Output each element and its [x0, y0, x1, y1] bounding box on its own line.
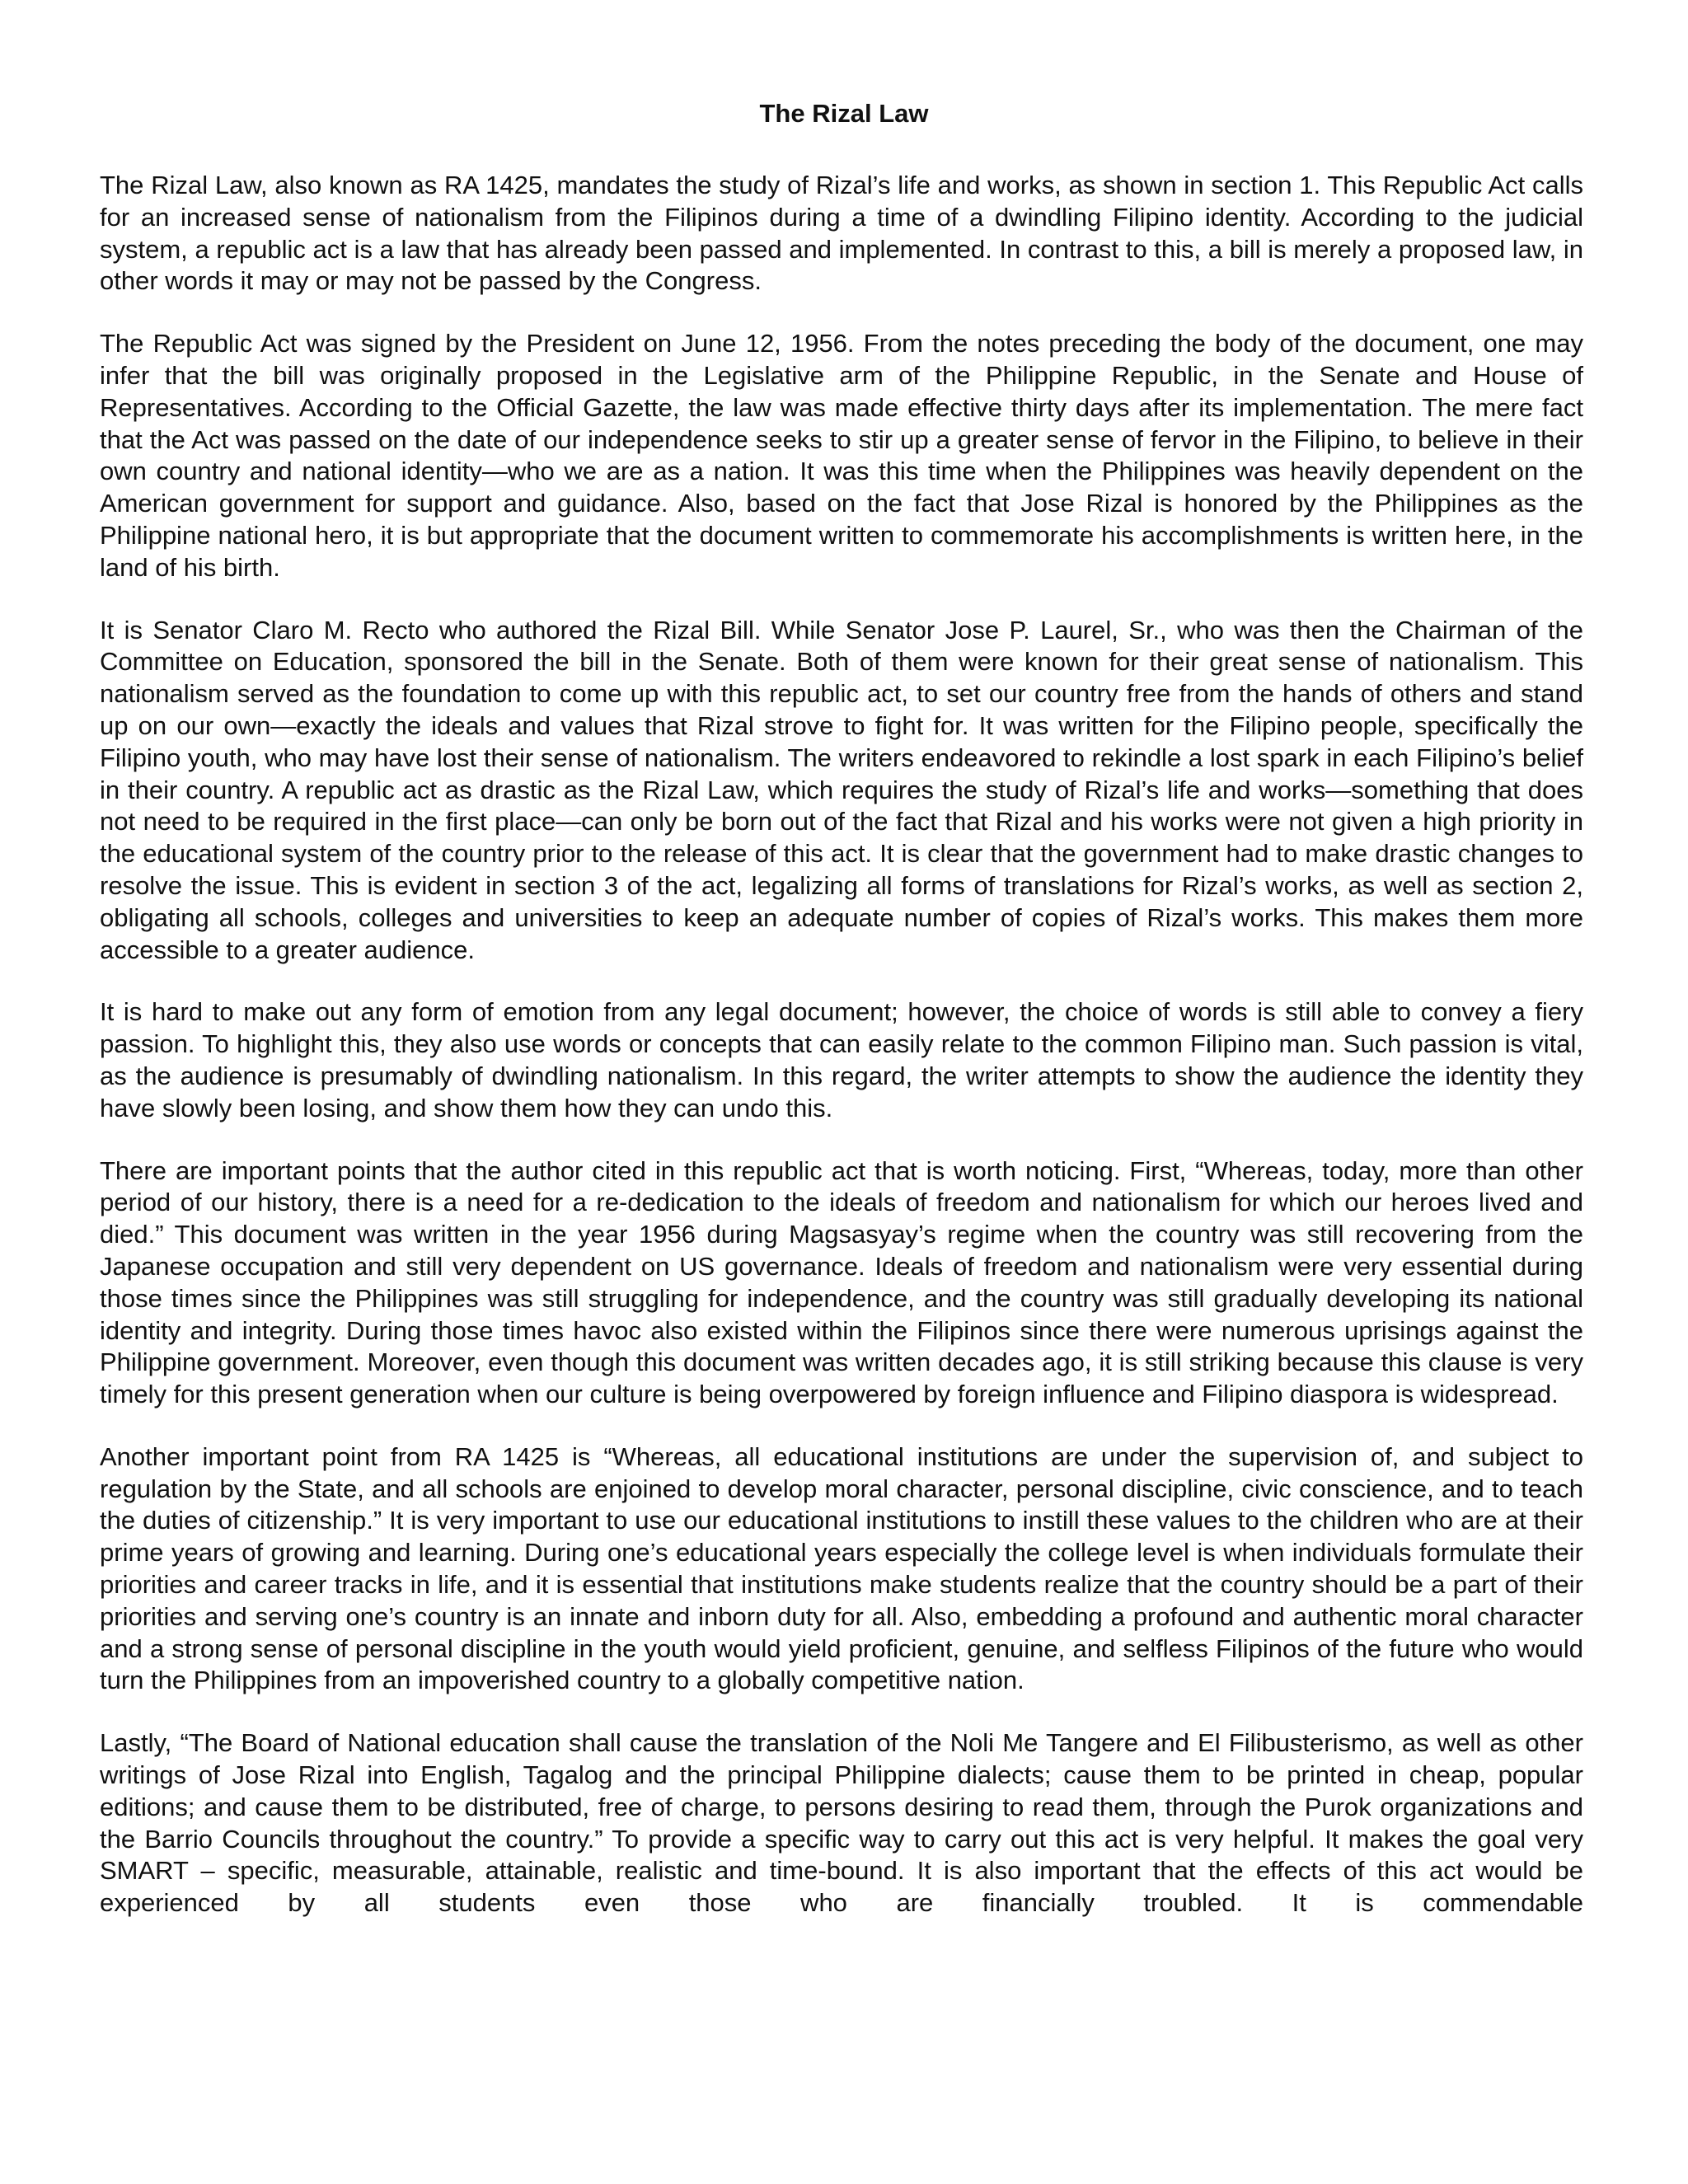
paragraph-5: There are important points that the author cited in this republic act that is worth noticing. First, “Whereas, today, more than other period of our history, there is a need for a re-dedication to the ideals of freedom and nationalism for which our heroes lived and died.” This document was written in the year 1956 during Magsasyay’s regime when the country was still recovering from the Japanese occupation and still very dependent on US governance. Ideals of freedom and nationalism were very essential during those times since the Philippines was still struggling for independence, and the country was still gradually developing its national identity and integrity. During those times havoc also existed within the Filipinos since there were numerous uprisings against the Philippine government. Moreover, even though this document was written decades ago, it is still striking because this clause is very timely for this present generation when our culture is being overpowered by foreign influence and Filipino diaspora is widespread.: [100, 1155, 1583, 1409]
document-title: The Rizal Law: [759, 99, 929, 128]
paragraph-7: Lastly, “The Board of National education shall cause the translation of the Noli Me Tangere and El Filibusterismo, as well as other writings of Jose Rizal into English, Tagalog and the principal Philippine dialects; cause them to be printed in cheap, popular editions; and cause them to be distributed, free of charge, to persons desiring to read them, through the Purok organizations and the Barrio Councils throughout the country.” To provide a specific way to carry out this act is very helpful. It makes the goal very SMART – specific, measurable, attainable, realistic and time-bound. It is also important that the effects of this act would be experienced by all students even those who are financially troubled. It is commendable: [100, 1728, 1583, 1918]
paragraph-2: The Republic Act was signed by the President on June 12, 1956. From the notes preceding the body of the document, one may infer that the bill was originally proposed in the Legislative arm of the Philippine Republic, in the Senate and House of Representatives. According to the Official Gazette, the law was made effective thirty days after its implementation. The mere fact that the Act was passed on the date of our independence seeks to stir up a greater sense of fervor in the Filipino, to believe in their own country and national identity—who we are as a nation. It was this time when the Philippines was heavily dependent on the American government for support and guidance. Also, based on the fact that Jose Rizal is honored by the Philippines as the Philippine national hero, it is but appropriate that the document written to commemorate his accomplishments is written here, in the land of his birth.: [100, 329, 1583, 582]
paragraph-6: Another important point from RA 1425 is “Whereas, all educational institutions are under the supervision of, and subject to regulation by the State, and all schools are enjoined to develop moral character, personal discipline, civic conscience, and to teach the duties of citizenship.” It is very important to use our educational institutions to instill these values to the children who are at their prime years of growing and learning. During one’s educational years especially the college level is when individuals formulate their priorities and career tracks in life, and it is essential that institutions make students realize that the country should be a part of their priorities and serving one’s country is an innate and inborn duty for all. Also, embedding a profound and authentic moral character and a strong sense of personal discipline in the youth would yield proficient, genuine, and selfless Filipinos of the future who would turn the Philippines from an impoverished country to a globally competitive nation.: [100, 1441, 1583, 1695]
paragraph-1: The Rizal Law, also known as RA 1425, mandates the study of Rizal’s life and works, as shown in section 1. This Republic Act calls for an increased sense of nationalism from the Filipinos during a time of a dwindling Filipino identity. According to the judicial system, a republic act is a law that has already been passed and implemented. In contrast to this, a bill is merely a proposed law, in other words it may or may not be passed by the Congress.: [100, 171, 1583, 296]
paragraph-3: It is Senator Claro M. Recto who authored the Rizal Bill. While Senator Jose P. Laurel, Sr., who was then the Chairman of the Committee on Education, sponsored the bill in the Senate. Both of them were known for their great sense of nationalism. This nationalism served as the foundation to come up with this republic act, to set our country free from the hands of others and stand up on our own—exactly the ideals and values that Rizal strove to fight for. It was written for the Filipino people, specifically the Filipino youth, who may have lost their sense of nationalism. The writers endeavored to rekindle a lost spark in each Filipino’s belief in their country. A republic act as drastic as the Rizal Law, which requires the study of Rizal’s life and works—something that does not need to be required in the first place—can only be born out of the fact that Rizal and his works were not given a high priority in the educational system of the country prior to the release of this act. It is clear that the government had to make drastic changes to resolve the issue. This is evident in section 3 of the act, legalizing all forms of translations for Rizal’s works, as well as section 2, obligating all schools, colleges and universities to keep an adequate number of copies of Rizal’s works. This makes them more accessible to a greater audience.: [100, 615, 1583, 964]
paragraph-4: It is hard to make out any form of emotion from any legal document; however, the choice of words is still able to convey a fiery passion. To highlight this, they also use words or concepts that can easily relate to the common Filipino man. Such passion is vital, as the audience is presumably of dwindling nationalism. In this regard, the writer attempts to show the audience the identity they have slowly been losing, and show them how they can undo this.: [100, 997, 1583, 1122]
document-body: [100, 170, 1583, 1950]
